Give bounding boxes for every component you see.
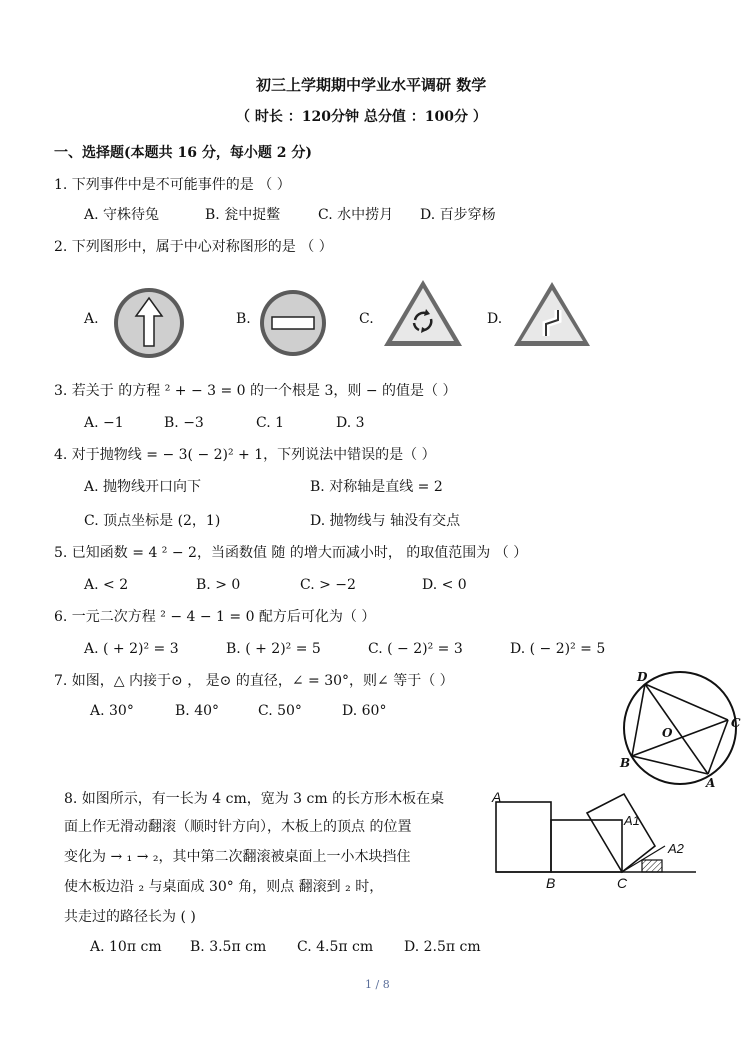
q8-option-d: D. 2.5π cm — [404, 939, 481, 955]
q8-figure-label-b: B — [546, 875, 556, 891]
q7-option-a: A. 30° — [90, 703, 134, 719]
q8-line-3: 变化为 → ₁ → ₂，其中第二次翻滚被桌面上一小木块挡住 — [64, 849, 411, 865]
q2-label-c: C. — [359, 311, 374, 327]
q7-figure-label-o: O — [662, 726, 673, 740]
section-heading: 一、选择题(本题共 16 分，每小题 2 分) — [54, 145, 312, 161]
q1-option-a: A. 守株待兔 — [84, 207, 160, 223]
q6-stem: 6. 一元二次方程 ² − 4 − 1 = 0 配方后可化为（ ） — [54, 609, 376, 625]
q7-option-d: D. 60° — [342, 703, 387, 719]
rolling-board-figure — [490, 784, 700, 894]
q1-stem: 1. 下列事件中是不可能事件的是 （ ） — [54, 177, 291, 193]
q6-option-a: A. ( + 2)² = 3 — [84, 641, 179, 657]
q5-stem: 5. 已知函数 = 4 ² − 2，当函数值 随 的增大而减小时， 的取值范围为 （ ） — [54, 545, 528, 561]
q3-option-d: D. 3 — [336, 415, 365, 431]
q8-figure-label-a1: A1 — [624, 813, 640, 828]
page-title: 初三上学期期中学业水平调研 数学 — [256, 76, 487, 94]
q8-figure-label-a2: A2 — [668, 841, 684, 856]
q7-figure-label-d: D — [637, 670, 648, 684]
q1-option-c: C. 水中捞月 — [318, 207, 394, 223]
q8-line-2: 面上作无滑动翻滚（顺时针方向），木板上的顶点 的位置 — [64, 819, 412, 835]
q4-option-c: C. 顶点坐标是 (2，1) — [84, 513, 221, 529]
q7-figure-label-c: C — [731, 716, 741, 730]
q3-option-a: A. −1 — [84, 415, 124, 431]
circle-geometry-figure — [618, 668, 742, 792]
q8-line-5: 共走过的路径长为 ( ) — [64, 909, 196, 925]
q7-figure-label-a: A — [706, 776, 716, 790]
winding-road-triangle-figure — [512, 280, 592, 348]
q6-option-c: C. ( − 2)² = 3 — [368, 641, 463, 657]
q2-label-b: B. — [236, 311, 251, 327]
q8-figure-label-c: C — [617, 875, 628, 891]
page-number: 1 / 8 — [365, 978, 390, 991]
q7-figure-label-b: B — [620, 756, 631, 770]
q2-label-a: A. — [84, 311, 99, 327]
q5-option-c: C. > −2 — [300, 577, 356, 593]
roundabout-triangle-figure — [382, 278, 464, 348]
no-entry-sign-figure — [258, 288, 328, 358]
q8-line-4: 使木板边沿 ₂ 与桌面成 30° 角，则点 翻滚到 ₂ 时， — [64, 879, 384, 895]
up-arrow-sign-figure — [112, 286, 186, 360]
page-subtitle: （ 时长 ：120分钟 总分值 ：100分 ） — [236, 109, 487, 125]
q5-option-b: B. > 0 — [196, 577, 241, 593]
q3-option-c: C. 1 — [256, 415, 285, 431]
q7-option-c: C. 50° — [258, 703, 302, 719]
q8-line-1: 8. 如图所示，有一长为 4 cm，宽为 3 cm 的长方形木板在桌 — [64, 791, 445, 807]
q7-option-b: B. 40° — [175, 703, 220, 719]
q8-option-a: A. 10π cm — [90, 939, 162, 955]
q2-label-d: D. — [487, 311, 503, 327]
q8-option-b: B. 3.5π cm — [190, 939, 267, 955]
q5-option-a: A. < 2 — [84, 577, 129, 593]
q7-stem: 7. 如图，△ 内接于⊙ ， 是⊙ 的直径，∠ = 30°，则∠ 等于（ ） — [54, 673, 454, 689]
q1-option-d: D. 百步穿杨 — [420, 207, 496, 223]
q4-option-a: A. 抛物线开口向下 — [84, 479, 202, 495]
q1-option-b: B. 瓮中捉鳖 — [205, 207, 281, 223]
q4-option-d: D. 抛物线与 轴没有交点 — [310, 513, 461, 529]
q6-option-b: B. ( + 2)² = 5 — [226, 641, 321, 657]
q2-stem: 2. 下列图形中，属于中心对称图形的是 （ ） — [54, 239, 333, 255]
q4-stem: 4. 对于抛物线 = − 3( − 2)² + 1，下列说法中错误的是（ ） — [54, 447, 436, 463]
q8-option-c: C. 4.5π cm — [297, 939, 374, 955]
q3-stem: 3. 若关于 的方程 ² + − 3 = 0 的一个根是 3，则 − 的值是（ ） — [54, 383, 457, 399]
q5-option-d: D. < 0 — [422, 577, 467, 593]
q3-option-b: B. −3 — [164, 415, 204, 431]
q8-figure-label-a: A — [492, 789, 502, 805]
q6-option-d: D. ( − 2)² = 5 — [510, 641, 606, 657]
q4-option-b: B. 对称轴是直线 = 2 — [310, 479, 443, 495]
